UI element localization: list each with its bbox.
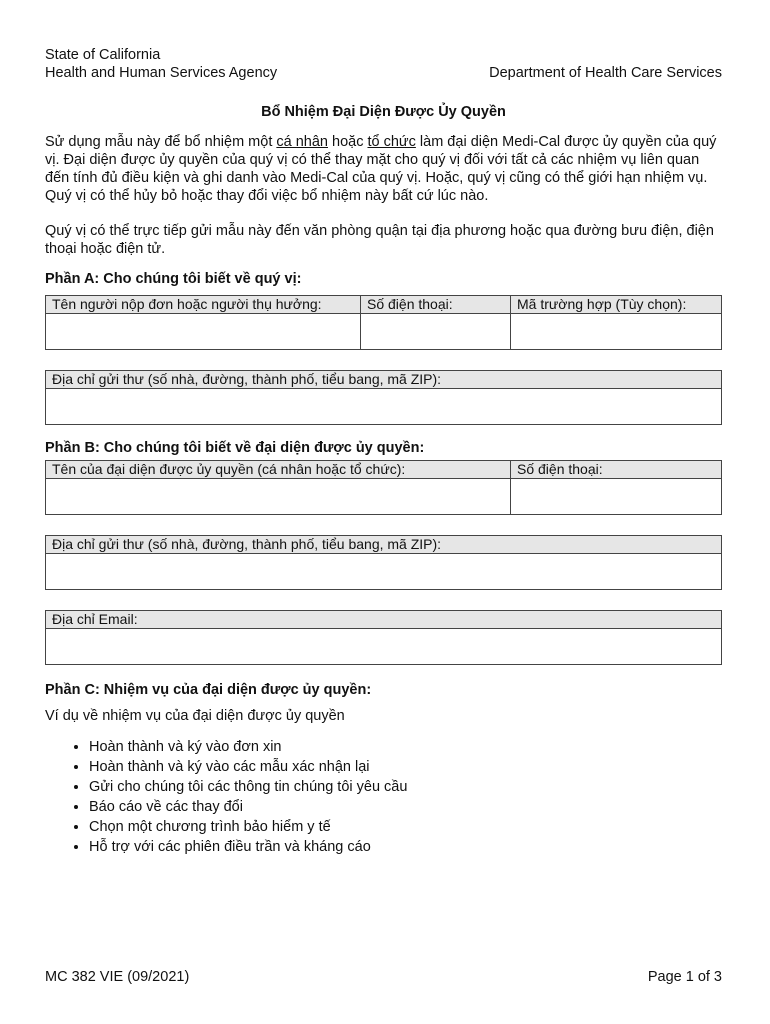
case-number-label: Mã trường hợp (Tùy chọn): xyxy=(511,296,721,314)
page-footer xyxy=(45,969,722,985)
case-number-cell xyxy=(511,296,721,349)
rep-address-label: Địa chỉ gửi thư (số nhà, đường, thành phố, tiểu bang, mã ZIP): xyxy=(46,536,721,554)
form-title: Bổ Nhiệm Đại Diện Được Ủy Quyền xyxy=(261,104,506,120)
applicant-phone-label: Số điện thoại: xyxy=(361,296,510,314)
section-b-address-box xyxy=(45,535,722,590)
page-number: Page 1 of 3 xyxy=(647,969,722,985)
intro-text-c: làm đại diện Medi-Cal được ủy quyền của quý vị. Đại diện được ủy quyền của quý vị có thể thay mặt cho quý vị đối với tất cả các nhiệm vụ liên quan đến tính đủ điều kiện và ghi danh vào Medi-Cal của quý vị. Hoặc, quý vị cũng có thể giới hạn nhiệm vụ. Quý vị có thể hủy bỏ hoặc thay đổi việc bổ nhiệm này bất cứ lúc nào. xyxy=(45,134,717,204)
form-page xyxy=(45,46,722,857)
rep-name-field[interactable] xyxy=(46,479,510,514)
intro-text-a: Sử dụng mẫu này để bổ nhiệm một xyxy=(45,134,277,150)
intro-text-b: hoặc xyxy=(327,134,368,150)
rep-phone-label: Số điện thoại: xyxy=(511,461,721,479)
list-item: • Gửi cho chúng tôi các thông tin chúng tôi yêu cầu xyxy=(89,777,722,797)
rep-phone-cell xyxy=(511,461,721,514)
applicant-address-label: Địa chỉ gửi thư (số nhà, đường, thành phố, tiểu bang, mã ZIP): xyxy=(46,371,721,389)
applicant-phone-field[interactable] xyxy=(361,314,510,349)
rep-name-cell xyxy=(46,461,511,514)
list-item: • Chọn một chương trình bảo hiểm y tế xyxy=(89,817,722,837)
individual-term: cá nhân xyxy=(276,134,328,150)
list-item: • Hoàn thành và ký vào đơn xin xyxy=(89,737,722,757)
section-c-heading: Phần C: Nhiệm vụ của đại diện được ủy quyền: xyxy=(45,682,372,698)
organization-term: tổ chức xyxy=(367,134,416,150)
section-b-heading: Phần B: Cho chúng tôi biết về đại diện được ủy quyền: xyxy=(45,440,425,456)
list-item: • Hoàn thành và ký vào các mẫu xác nhận lại xyxy=(89,757,722,777)
list-item: • Báo cáo về các thay đổi xyxy=(89,797,722,817)
applicant-address-field[interactable] xyxy=(46,389,721,424)
applicant-name-field[interactable] xyxy=(46,314,360,349)
intro-paragraph-2: Quý vị có thể trực tiếp gửi mẫu này đến văn phòng quận tại địa phương hoặc qua đường bưu điện, điện thoại hoặc điện tử. xyxy=(45,223,714,257)
rep-name-label: Tên của đại diện được ủy quyền (cá nhân hoặc tổ chức): xyxy=(46,461,510,479)
list-item: • Hỗ trợ với các phiên điều trần và kháng cáo xyxy=(89,837,722,857)
issuer-block xyxy=(45,46,277,82)
agency-name: Health and Human Services Agency xyxy=(45,65,278,81)
intro-paragraph-1 xyxy=(45,133,722,205)
rep-email-field[interactable] xyxy=(46,629,721,664)
section-b-email-box xyxy=(45,610,722,665)
section-a-address-box xyxy=(45,370,722,425)
form-id: MC 382 VIE (09/2021) xyxy=(45,969,190,985)
case-number-field[interactable] xyxy=(511,314,721,349)
page-header xyxy=(45,46,722,82)
section-a-heading: Phần A: Cho chúng tôi biết về quý vị: xyxy=(45,271,302,287)
applicant-phone-cell xyxy=(361,296,511,349)
rep-phone-field[interactable] xyxy=(511,479,721,514)
duties-examples-label: Ví dụ về nhiệm vụ của đại diện được ủy quyền xyxy=(45,708,345,724)
rep-email-label: Địa chỉ Email: xyxy=(46,611,721,629)
state-name: State of California xyxy=(45,47,161,63)
section-b-info-table xyxy=(45,460,722,515)
duties-list xyxy=(45,737,722,857)
rep-address-field[interactable] xyxy=(46,554,721,589)
applicant-name-cell xyxy=(46,296,361,349)
department-name: Department of Health Care Services xyxy=(489,65,722,81)
section-a-info-table xyxy=(45,295,722,350)
applicant-name-label: Tên người nộp đơn hoặc người thụ hưởng: xyxy=(46,296,360,314)
